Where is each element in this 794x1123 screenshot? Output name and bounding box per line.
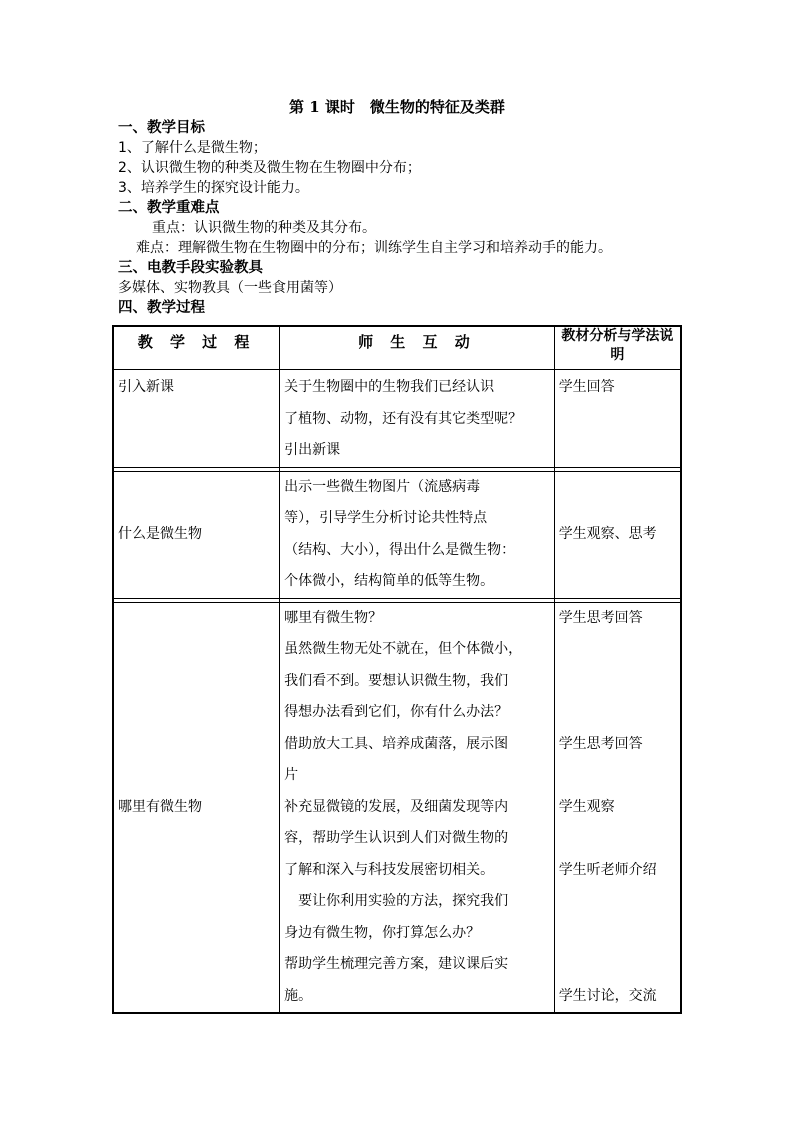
table-row bbox=[113, 602, 681, 1013]
stage-cell: 哪里有微生物 bbox=[113, 602, 280, 1013]
notes-line: 学生思考回答 bbox=[558, 609, 643, 626]
interaction-line: 身边有微生物，你打算怎么办？ bbox=[284, 924, 481, 941]
notes-line bbox=[559, 634, 676, 666]
stage-cell: 什么是微生物 bbox=[113, 471, 280, 598]
interaction-line: 施。 bbox=[284, 987, 313, 1004]
interaction-line: 我们看不到。要想认识微生物，我们 bbox=[284, 672, 509, 689]
interaction-line: 要让你利用实验的方法，探究我们 bbox=[284, 893, 509, 909]
notes-line: 学生观察 bbox=[558, 798, 615, 815]
interaction-line: 片 bbox=[284, 767, 299, 783]
header-process: 教 学 过 程 bbox=[113, 326, 280, 370]
notes-line: 学生听老师介绍 bbox=[558, 861, 657, 878]
notes-line bbox=[559, 823, 676, 855]
interaction-line: 出示一些微生物图片（流感病毒 bbox=[284, 478, 481, 495]
notes-line: 学生思考回答 bbox=[558, 735, 643, 752]
notes-line bbox=[559, 918, 676, 950]
media-heading: 三、电教手段实验教具 bbox=[118, 259, 263, 276]
difficult-point: 难点：理解微生物在生物圈中的分布；训练学生自主学习和培养动手的能力。 bbox=[136, 240, 612, 256]
notes-cell bbox=[554, 471, 681, 598]
header-notes: 教材分析与学法说明 bbox=[554, 326, 681, 370]
interaction-line: 等），引导学生分析讨论共性特点 bbox=[284, 510, 488, 526]
goal-item: 3、培养学生的探究设计能力。 bbox=[118, 180, 309, 196]
notes-line: 学生讨论，交流 bbox=[558, 987, 657, 1004]
goals-heading: 一、教学目标 bbox=[118, 119, 205, 136]
table-row bbox=[113, 370, 681, 468]
interaction-line: （结构、大小），得出什么是微生物： bbox=[284, 541, 516, 558]
notes-line bbox=[559, 760, 676, 792]
goal-item: 2、认识微生物的种类及微生物在生物圈中分布； bbox=[118, 160, 421, 176]
interaction-cell bbox=[280, 602, 555, 1013]
interaction-line: 哪里有微生物？ bbox=[284, 609, 383, 626]
notes-line: 学生观察、思考 bbox=[558, 525, 657, 542]
interaction-line: 帮助学生梳理完善方案，建议课后实 bbox=[284, 956, 509, 972]
teaching-process-table bbox=[112, 325, 682, 1014]
interaction-line: 了植物、动物，还有没有其它类型呢？ bbox=[284, 410, 523, 427]
interaction-cell bbox=[280, 471, 555, 598]
interaction-line: 个体微小，结构简单的低等生物。 bbox=[284, 573, 495, 589]
notes-cell bbox=[554, 602, 681, 1013]
notes-line bbox=[559, 949, 676, 981]
key-points-heading: 二、教学重难点 bbox=[118, 199, 220, 216]
page-title: 第 1 课时 微生物的特征及类群 bbox=[289, 98, 505, 116]
interaction-cell bbox=[280, 370, 555, 468]
notes-line bbox=[559, 697, 676, 729]
key-point: 重点：认识微生物的种类及其分布。 bbox=[152, 220, 376, 236]
interaction-line: 补充显微镜的发展，及细菌发现等内 bbox=[284, 798, 509, 815]
header-interaction: 师 生 互 动 bbox=[280, 326, 555, 370]
interaction-line: 关于生物圈中的生物我们已经认识 bbox=[284, 379, 495, 395]
table-row bbox=[113, 471, 681, 598]
stage-cell: 引入新课 bbox=[113, 370, 280, 468]
goal-item: 1、了解什么是微生物； bbox=[118, 140, 267, 156]
interaction-line: 借助放大工具、培养成菌落，展示图 bbox=[284, 735, 509, 752]
table-header-row bbox=[113, 326, 681, 370]
notes-cell bbox=[554, 370, 681, 468]
notes-line bbox=[559, 886, 676, 918]
interaction-line: 了解和深入与科技发展密切相关。 bbox=[284, 861, 495, 878]
notes-line: 学生回答 bbox=[558, 379, 615, 395]
interaction-line: 容，帮助学生认识到人们对微生物的 bbox=[284, 830, 509, 846]
interaction-line: 引出新课 bbox=[284, 442, 341, 458]
goals-section bbox=[118, 118, 718, 318]
interaction-line: 得想办法看到它们，你有什么办法？ bbox=[284, 704, 509, 720]
notes-line bbox=[559, 666, 676, 698]
media-text: 多媒体、实物教具（一些食用菌等） bbox=[118, 280, 342, 296]
process-heading: 四、教学过程 bbox=[118, 299, 205, 316]
interaction-line: 虽然微生物无处不就在，但个体微小， bbox=[284, 641, 523, 657]
